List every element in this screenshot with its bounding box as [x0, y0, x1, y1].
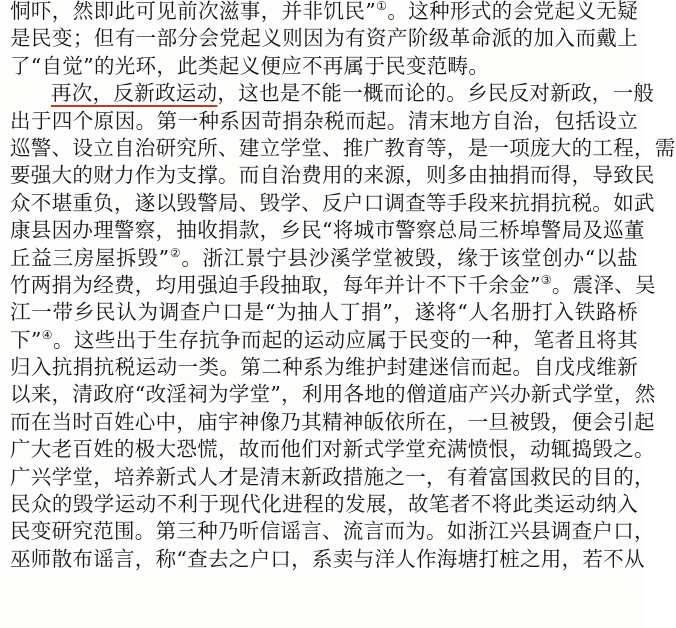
- text-line-15: 以来，清政府“改淫祠为学堂”，利用各地的僧道庙产兴办新式学堂，然: [10, 382, 656, 407]
- text-line-13: 下”④。这些出于生存抗争而起的运动应属于民变的一种，笔者且将其: [10, 327, 638, 352]
- text-line-12: 江一带乡民认为调查户口是“为抽人丁捐”，遂将“人名册打入铁路桥: [10, 300, 638, 325]
- footnote-marker: ④: [41, 327, 53, 342]
- text-line-2: 是民变；但有一部分会党起义则因为有资产阶级革命派的加入而戴上: [10, 26, 638, 51]
- text-line-20: 民变研究范围。第三种乃听信谣言、流言而为。如浙江兴县调查户口，: [10, 519, 655, 544]
- text-line-7: 要强大的财力作为支撑。而自治费用的来源，则多由抽捐而得，导致民: [10, 163, 655, 188]
- text-line-17: 广大老百姓的极大恐慌，故而他们对新式学堂充满愤恨，动辄捣毁之。: [10, 437, 655, 462]
- text-line-16: 而在当时百姓心中，庙宇神像乃其精神皈依所在，一旦被毁，便会引起: [10, 409, 655, 434]
- text-line-10: 丘益三房屋拆毁”②。浙江景宁县沙溪学堂被毁，缘于该堂创办“以盐: [10, 245, 638, 270]
- document-body: [10, 0, 676, 573]
- text-line-6: 巡警、设立自治研究所、建立学堂、推广教育等，是一项庞大的工程，需: [10, 135, 676, 160]
- text-line-21: 巫师散布谣言，称“查去之户口，系卖与洋人作海塘打桩之用，若不从: [10, 546, 645, 571]
- text-line-9: 康县因办理警察，抽收捐款，乡民“将城市警察总局三桥埠警局及巡董: [10, 218, 645, 243]
- text-line-14: 归入抗捐抗税运动一类。第二种系为维护封建迷信而起。自戊戌维新: [10, 355, 638, 380]
- text-line-19: 民众的毁学运动不利于现代化进程的发展，故笔者不将此类运动纳入: [10, 492, 638, 517]
- footnote-marker: ①: [376, 0, 388, 14]
- text-line-3: 了“自觉”的光环，此类起义便应不再属于民变范畴。: [10, 53, 490, 78]
- text-line-18: 广兴学堂，培养新式人才是清末新政措施之一，有着富国救民的目的，: [10, 464, 655, 489]
- footnote-marker: ②: [169, 245, 182, 260]
- text-line-1: 恫吓，然即此可见前次滋事，并非饥民”①。这种形式的会党起义无疑: [10, 0, 638, 23]
- text-line-8: 众不堪重负，遂以毁警局、毁学、反户口调查等手段来抗捐抗税。如武: [10, 190, 655, 215]
- text-line-4-rest: ，这也是不能一概而论的。乡民反对新政，一般: [217, 81, 655, 106]
- text-line-5: 出于四个原因。第一种系因苛捐杂税而起。清末地方自治，包括设立: [10, 108, 638, 133]
- footnote-marker: ③: [540, 273, 552, 288]
- text-line-11: 竹两捐为经费，均用强迫手段抽取，每年并计不下千余金”③。震泽、吴: [10, 272, 656, 297]
- text-line-4: [10, 80, 655, 107]
- underlined-phrase: 再次，反新政运动: [51, 81, 218, 106]
